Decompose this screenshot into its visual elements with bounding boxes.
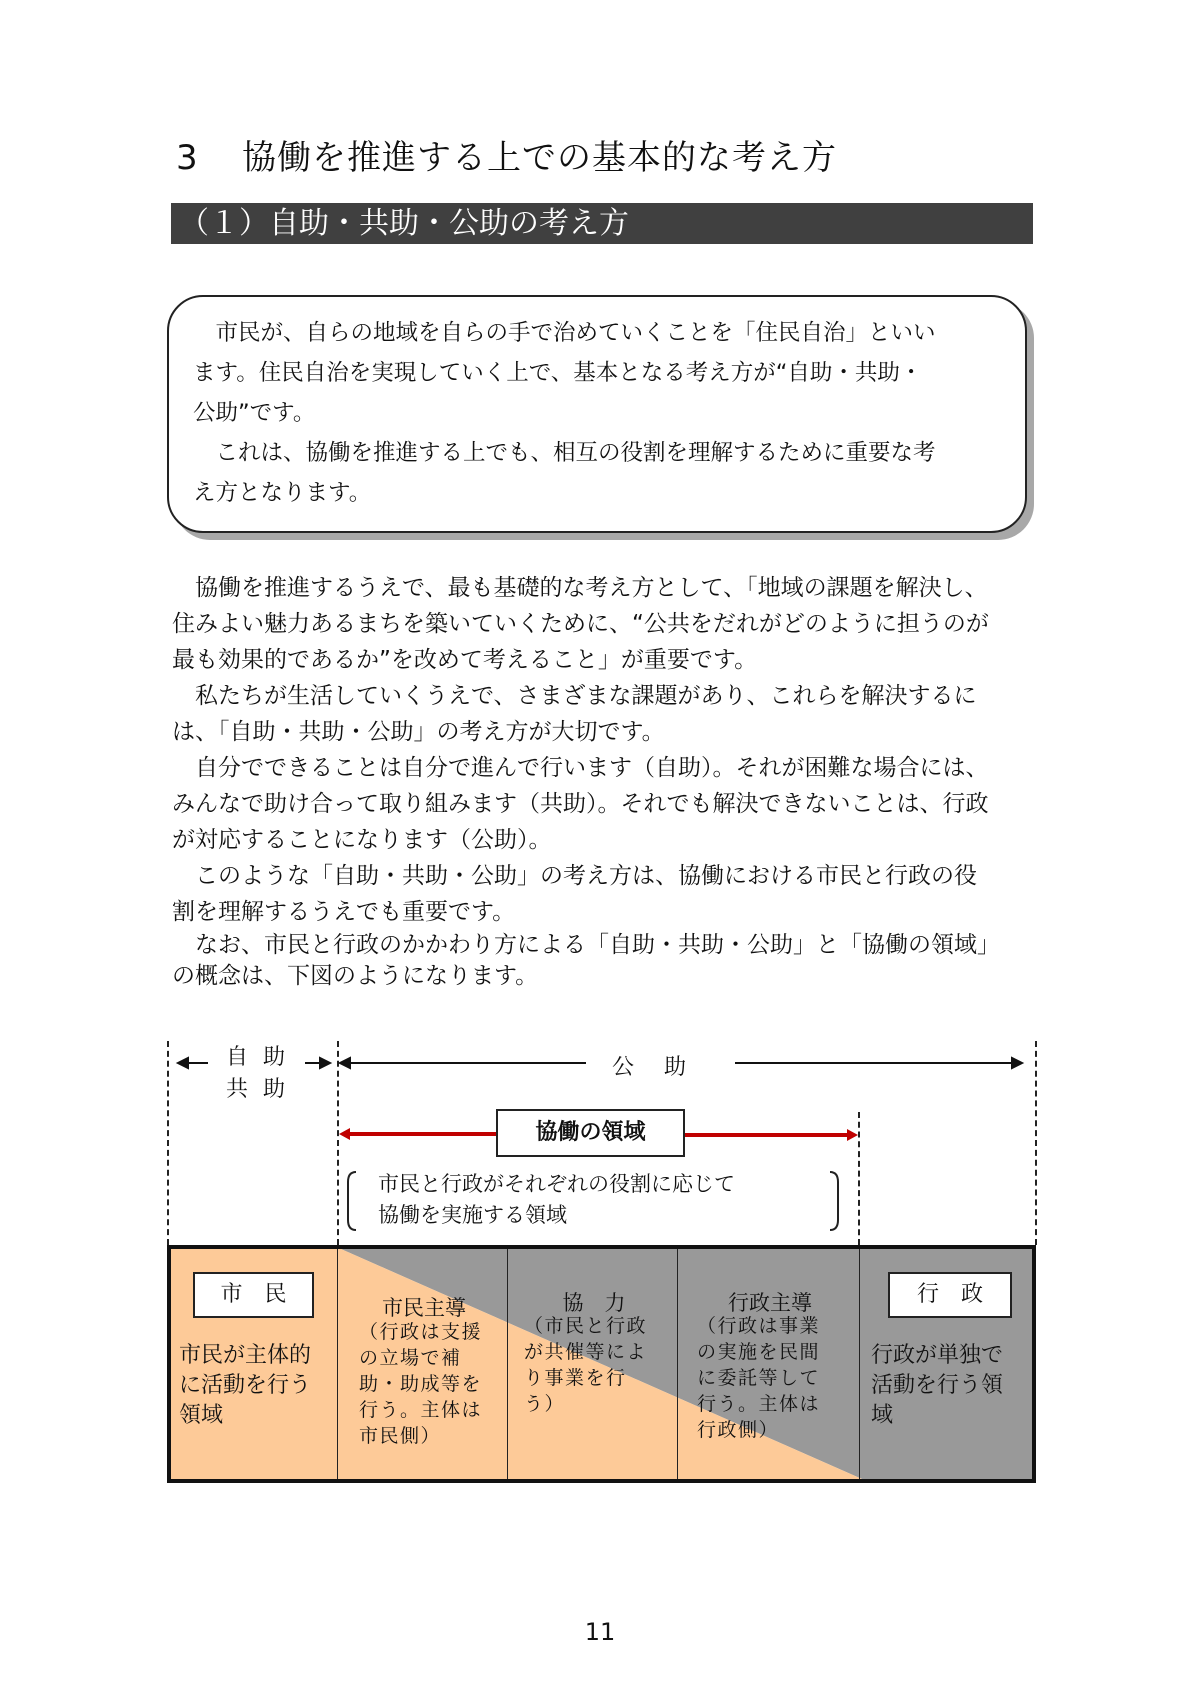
column-divider [859,1249,860,1479]
citizen-label: 市 民 [193,1272,314,1318]
red-arrow-right [684,1133,852,1137]
summary-line: 公助”です。 [193,400,316,426]
page-title: 3 協働を推進する上での基本的な考え方 [176,138,837,178]
column-divider [507,1249,508,1479]
citizen-desc: 市民が主体的に活動を行う領域 [179,1343,312,1428]
red-arrow-left [345,1132,497,1136]
body-line: 最も効果的であるか”を改めて考えること」が重要です。 [172,647,758,673]
body-line: の概念は、下図のようになります。 [172,963,539,989]
body-line: 協働を推進するうえで、最も基礎的な考え方として、「地域の課題を解決し、 [172,575,988,601]
role-table [167,1245,1036,1483]
column-divider [337,1249,338,1479]
body-line: このような「自助・共助・公助」の考え方は、協働における市民と行政の役 [172,863,977,889]
arrow-head [339,1128,350,1140]
body-line: は、「自助・共助・公助」の考え方が大切です。 [172,719,665,745]
kyodo-desc-line: 協働を実施する領域 [378,1203,567,1227]
kyodo-desc-line: 市民と行政がそれぞれの役割に応じて [378,1172,735,1196]
brace-right [830,1172,838,1230]
kyodo-area-label: 協働の領域 [496,1109,685,1157]
body-line: 自分でできることは自分で進んで行います（自助）。それが困難な場合には、 [172,755,989,781]
summary-line: これは、協働を推進する上でも、相互の役割を理解するために重要な考 [193,440,936,466]
body-line: なお、市民と行政のかかわり方による「自助・共助・公助」と「協働の領域」 [172,932,1000,958]
brace-left [348,1172,356,1230]
government-label: 行 政 [888,1272,1012,1318]
summary-line: ます。住民自治を実現していく上で、基本となる考え方が“自助・共助・ [193,360,923,386]
cell-desc: （行政は支援の立場で補助・助成等を行う。主体は市民側） [359,1321,483,1447]
body-line: みんなで助け合って取り組みます（共助）。それでも解決できないことは、行政 [172,791,989,817]
label-kojo: 公 助 [612,1055,691,1080]
page-number: 11 [584,1618,616,1646]
body-line: 住みよい魅力あるまちを築いていくために、“公共をだれがどのように担うのが [172,611,989,637]
arrow-head [1012,1058,1022,1068]
arrow-head [320,1058,330,1068]
arrow-head [340,1058,350,1068]
label-kyojo: 共 助 [226,1077,289,1102]
summary-line: 市民が、自らの地域を自らの手で治めていくことを「住民自治」といい [193,320,936,346]
arrow-head [847,1129,858,1141]
cell-title: 行政主導 [728,1291,812,1315]
body-line: 割を理解するうえでも重要です。 [172,899,516,925]
cell-title: 市民主導 [382,1296,466,1320]
cell-title: 協 力 [562,1291,626,1315]
cell-desc: （行政は事業の実施を民間に委託等して行う。主体は行政側） [697,1315,821,1441]
section-heading: （１）自助・共助・公助の考え方 [171,203,1033,244]
summary-line: え方となります。 [193,480,372,506]
body-line: が対応することになります（公助）。 [172,827,552,853]
government-desc: 行政が単独で活動を行う領域 [871,1343,1004,1428]
cell-desc: （市民と行政が共催等により事業を行う） [524,1315,648,1415]
column-divider [677,1249,678,1479]
arrow-head [178,1058,188,1068]
label-jijo: 自 助 [226,1045,289,1070]
body-line: 私たちが生活していくうえで、さまざまな課題があり、これらを解決するに [172,683,977,709]
